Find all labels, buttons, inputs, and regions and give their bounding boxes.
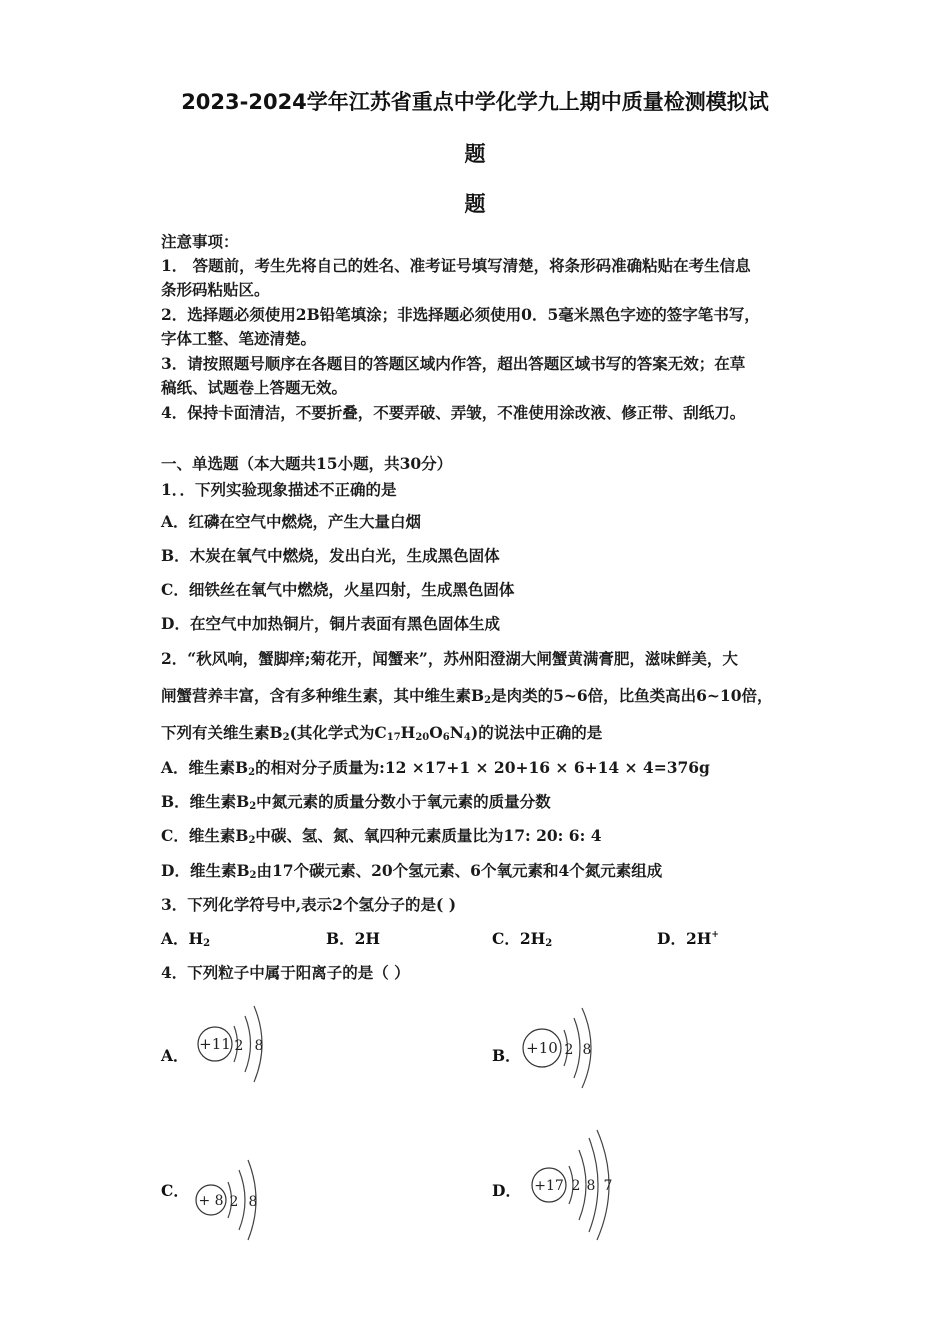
- subscript: 17: [386, 732, 401, 743]
- subscript: 20: [415, 732, 430, 743]
- subscript: 2: [282, 732, 290, 743]
- atom-diagram-a: [190, 1004, 280, 1088]
- q3-stem: 3．下列化学符号中,表示2个氢分子的是( ): [161, 895, 457, 914]
- exam-title-line2: 题: [464, 142, 486, 166]
- q2-option-c: [161, 824, 602, 846]
- option-text: D．维生素B: [161, 861, 250, 880]
- q4-label-b: B．: [492, 1046, 521, 1065]
- notice-line: 3．请按照题号顺序在各题目的答题区域内作答，超出答题区域书写的答案无效；在草: [161, 354, 746, 373]
- notice-line: 4．保持卡面清洁，不要折叠，不要弄破、弄皱，不准使用涂改液、修正带、刮纸刀。: [161, 403, 746, 422]
- subscript: 2: [248, 767, 256, 778]
- notice-line: 条形码粘贴区。: [161, 280, 270, 299]
- q1-stem: 1．．下列实验现象描述不正确的是: [161, 480, 397, 499]
- option-text: B．维生素B: [161, 792, 250, 811]
- subscript: 6: [442, 732, 450, 743]
- option-text: D．2H: [657, 929, 712, 948]
- q2-stem-line1: 2．“秋风响，蟹脚痒;菊花开，闻蟹来”，苏州阳澄湖大闸蟹黄满膏肥，滋味鲜美，大: [161, 649, 738, 668]
- subscript: 4: [463, 732, 471, 743]
- shell-electrons: 2: [234, 1038, 244, 1054]
- notice-line: 1． 答题前，考生先将自己的姓名、准考证号填写清楚，将条形码准确粘贴在考生信息: [161, 256, 751, 275]
- nucleus-charge: +17: [534, 1178, 564, 1194]
- q2-option-b: [161, 790, 551, 812]
- section-heading: 一、单选题（本大题共15小题，共30分）: [161, 454, 453, 473]
- superscript: +: [711, 930, 719, 940]
- q2-stem-line3: [161, 721, 602, 743]
- q2-stem-text: 闸蟹营养丰富，含有多种维生素，其中维生素B: [161, 686, 485, 705]
- formula-h: H: [400, 723, 416, 742]
- q2-stem-text: (其化学式为C: [289, 723, 387, 742]
- shell-electrons: 7: [603, 1178, 613, 1194]
- subscript: 2: [248, 835, 256, 846]
- option-text: 中氮元素的质量分数小于氧元素的质量分数: [256, 792, 551, 811]
- q4-stem: 4．下列粒子中属于阳离子的是（ ）: [161, 963, 410, 982]
- subscript: 2: [249, 870, 257, 881]
- q1-option-a: A．红磷在空气中燃烧，产生大量白烟: [161, 512, 422, 531]
- q2-stem-text: )的说法中正确的是: [470, 723, 603, 742]
- atom-diagram-c: [190, 1154, 280, 1240]
- notice-line: 稿纸、试题卷上答题无效。: [161, 378, 348, 397]
- notice-line: 2．选择题必须使用2B铅笔填涂；非选择题必须使用0．5毫米黑色字迹的签字笔书写，: [161, 305, 760, 324]
- option-text: C．维生素B: [161, 826, 249, 845]
- q2-stem-text: 是肉类的5~6倍，比鱼类高出6~10倍，: [491, 686, 773, 705]
- q2-option-a: [161, 756, 710, 778]
- q2-stem-text: 下列有关维生素B: [161, 723, 283, 742]
- notice-heading: 注意事项：: [161, 232, 239, 251]
- nucleus-charge: + 8: [198, 1193, 224, 1209]
- q4-label-c: C．: [161, 1181, 189, 1200]
- subscript: 2: [545, 938, 553, 949]
- nucleus-charge: +10: [526, 1039, 558, 1057]
- shell-electrons: 8: [254, 1038, 264, 1054]
- subscript: 2: [484, 695, 492, 706]
- q3-option-b: [326, 927, 380, 949]
- formula-n: N: [449, 723, 464, 742]
- option-text: C．2H: [492, 929, 546, 948]
- shell-electrons: 8: [582, 1042, 592, 1058]
- shell-electrons: 8: [586, 1178, 596, 1194]
- exam-title-line3: 题: [464, 192, 486, 216]
- exam-title-line1: 2023-2024学年江苏省重点中学化学九上期中质量检测模拟试: [181, 90, 769, 114]
- notice-line: 字体工整、笔迹清楚。: [161, 329, 317, 348]
- q1-option-b: B．木炭在氧气中燃烧，发出白光，生成黑色固体: [161, 546, 500, 565]
- q2-stem-line2: [161, 684, 772, 706]
- shell-electrons: 2: [564, 1042, 574, 1058]
- q4-label-a: A．: [161, 1046, 189, 1065]
- atom-diagram-d: [527, 1128, 627, 1240]
- shell-electrons: 2: [571, 1178, 581, 1194]
- q2-option-d: [161, 859, 662, 881]
- shell-electrons: 2: [229, 1194, 239, 1210]
- option-text: B．2H: [326, 929, 381, 948]
- subscript: 2: [249, 801, 257, 812]
- q1-option-c: C．细铁丝在氧气中燃烧，火星四射，生成黑色固体: [161, 580, 515, 599]
- q3-option-c: [492, 927, 552, 949]
- option-text: A．H: [161, 929, 204, 948]
- formula-o: O: [429, 723, 443, 742]
- q3-option-a: [161, 927, 210, 949]
- option-text: 中碳、氢、氮、氧四种元素质量比为17: 20: 6: 4: [255, 826, 602, 845]
- option-text: A．维生素B: [161, 758, 249, 777]
- option-text: 的相对分子质量为:12 ×17+1 × 20+16 × 6+14 × 4=376g: [255, 758, 710, 777]
- subscript: 2: [203, 938, 211, 949]
- atom-diagram-b: [520, 1004, 610, 1088]
- nucleus-charge: +11: [199, 1035, 231, 1053]
- option-text: 由17个碳元素、20个氢元素、6个氧元素和4个氮元素组成: [256, 861, 663, 880]
- q4-label-d: D．: [492, 1181, 521, 1200]
- q3-option-d: [657, 927, 719, 949]
- shell-electrons: 8: [248, 1194, 258, 1210]
- q1-option-d: D．在空气中加热铜片，铜片表面有黑色固体生成: [161, 614, 500, 633]
